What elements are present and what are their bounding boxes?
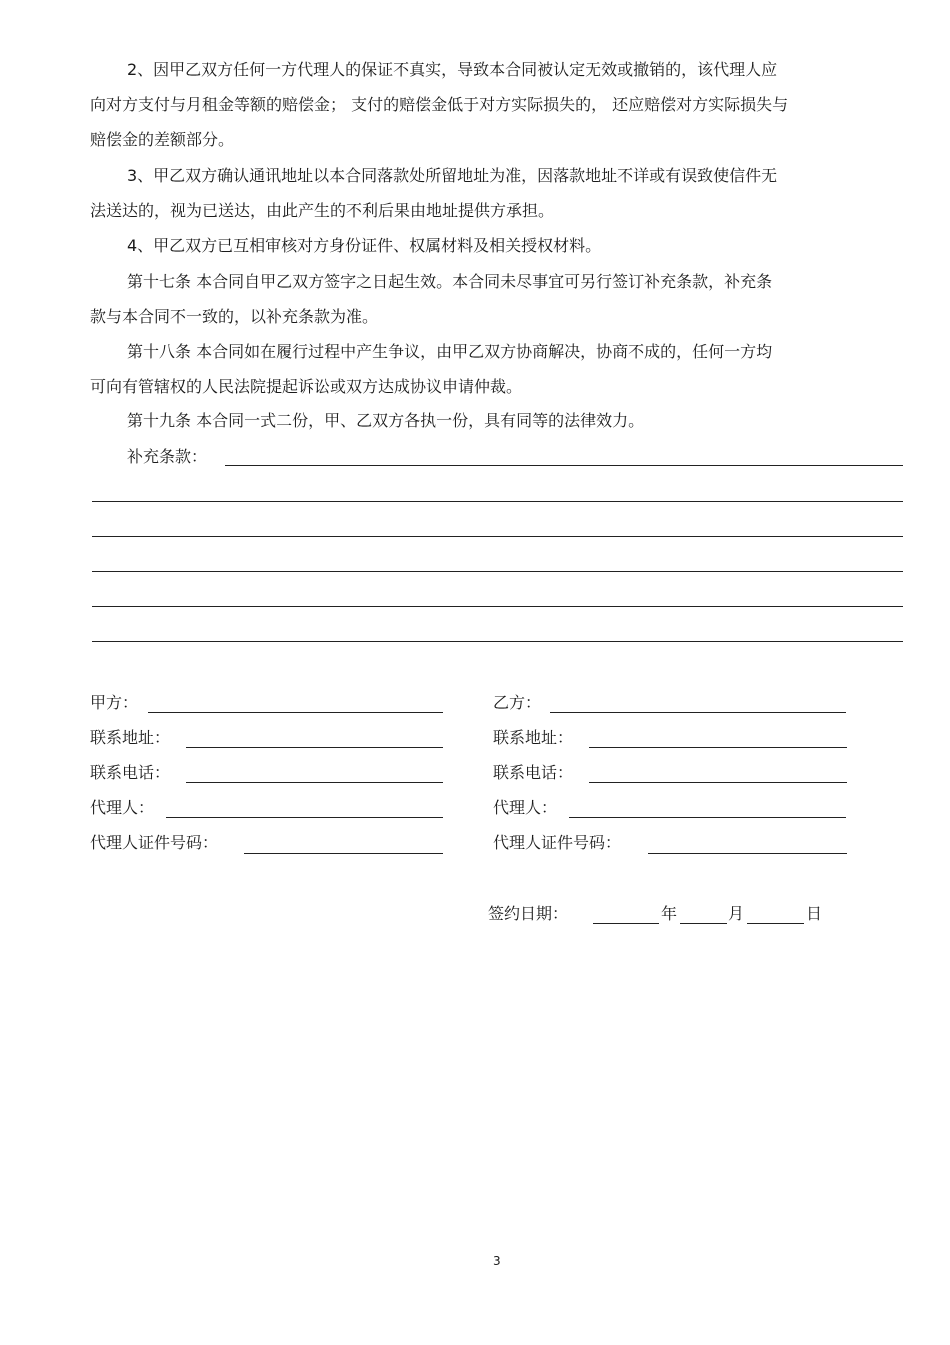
signing-month-blank[interactable] bbox=[680, 923, 727, 924]
party-b-agent-label: 代理人： bbox=[493, 798, 558, 817]
party-a-agent-blank[interactable] bbox=[166, 817, 443, 818]
party-a-label: 甲方： bbox=[90, 693, 139, 712]
signing-month-unit: 月 bbox=[728, 904, 745, 923]
clause-4-line-1: 4、甲乙双方已互相审核对方身份证件、权属材料及相关授权材料。 bbox=[127, 236, 602, 255]
article-17-line-2: 款与本合同不一致的，以补充条款为准。 bbox=[90, 307, 379, 326]
party-b-agent-id-blank[interactable] bbox=[648, 853, 847, 854]
article-19-line-1: 第十九条 本合同一式二份，甲、乙双方各执一份，具有同等的法律效力。 bbox=[127, 411, 645, 430]
party-b-address-blank[interactable] bbox=[589, 747, 847, 748]
supplementary-blank-line[interactable] bbox=[225, 465, 903, 466]
article-18-line-1: 第十八条 本合同如在履行过程中产生争议，由甲乙双方协商解决，协商不成的，任何一方均 bbox=[127, 342, 773, 361]
party-a-blank[interactable] bbox=[148, 712, 443, 713]
supplementary-label: 补充条款： bbox=[127, 447, 208, 466]
page-number: 3 bbox=[493, 1254, 501, 1268]
supplementary-blank-line[interactable] bbox=[92, 571, 903, 572]
clause-2-line-3: 赔偿金的差额部分。 bbox=[90, 130, 235, 149]
supplementary-blank-line[interactable] bbox=[92, 641, 903, 642]
party-b-blank[interactable] bbox=[550, 712, 846, 713]
party-b-label: 乙方： bbox=[493, 693, 542, 712]
clause-2-line-1: 2、因甲乙双方任何一方代理人的保证不真实，导致本合同被认定无效或撤销的，该代理人应 bbox=[127, 60, 778, 79]
article-17-line-1: 第十七条 本合同自甲乙双方签字之日起生效。本合同未尽事宜可另行签订补充条款，补充条 bbox=[127, 272, 773, 291]
party-a-address-blank[interactable] bbox=[186, 747, 443, 748]
party-b-address-label: 联系地址： bbox=[493, 728, 574, 747]
signing-year-blank[interactable] bbox=[593, 923, 659, 924]
supplementary-blank-line[interactable] bbox=[92, 536, 903, 537]
supplementary-blank-line[interactable] bbox=[92, 606, 903, 607]
party-b-agent-id-label: 代理人证件号码： bbox=[493, 833, 622, 852]
party-a-agent-label: 代理人： bbox=[90, 798, 155, 817]
signing-year-unit: 年 bbox=[661, 904, 678, 923]
party-a-phone-label: 联系电话： bbox=[90, 763, 171, 782]
signing-day-unit: 日 bbox=[806, 904, 823, 923]
party-b-agent-blank[interactable] bbox=[569, 817, 846, 818]
clause-2-line-2: 向对方支付与月租金等额的赔偿金； 支付的赔偿金低于对方实际损失的， 还应赔偿对方实际损失与 bbox=[90, 95, 789, 114]
clause-3-line-1: 3、甲乙双方确认通讯地址以本合同落款处所留地址为准，因落款地址不详或有误致使信件无 bbox=[127, 166, 778, 185]
party-b-phone-label: 联系电话： bbox=[493, 763, 574, 782]
article-18-line-2: 可向有管辖权的人民法院提起诉讼或双方达成协议申请仲裁。 bbox=[90, 377, 523, 396]
signing-date-label: 签约日期： bbox=[488, 904, 569, 923]
party-b-phone-blank[interactable] bbox=[589, 782, 847, 783]
party-a-phone-blank[interactable] bbox=[186, 782, 443, 783]
party-a-address-label: 联系地址： bbox=[90, 728, 171, 747]
party-a-agent-id-blank[interactable] bbox=[244, 853, 443, 854]
signing-day-blank[interactable] bbox=[747, 923, 804, 924]
supplementary-blank-line[interactable] bbox=[92, 501, 903, 502]
clause-3-line-2: 法送达的，视为已送达，由此产生的不利后果由地址提供方承担。 bbox=[90, 201, 555, 220]
party-a-agent-id-label: 代理人证件号码： bbox=[90, 833, 219, 852]
